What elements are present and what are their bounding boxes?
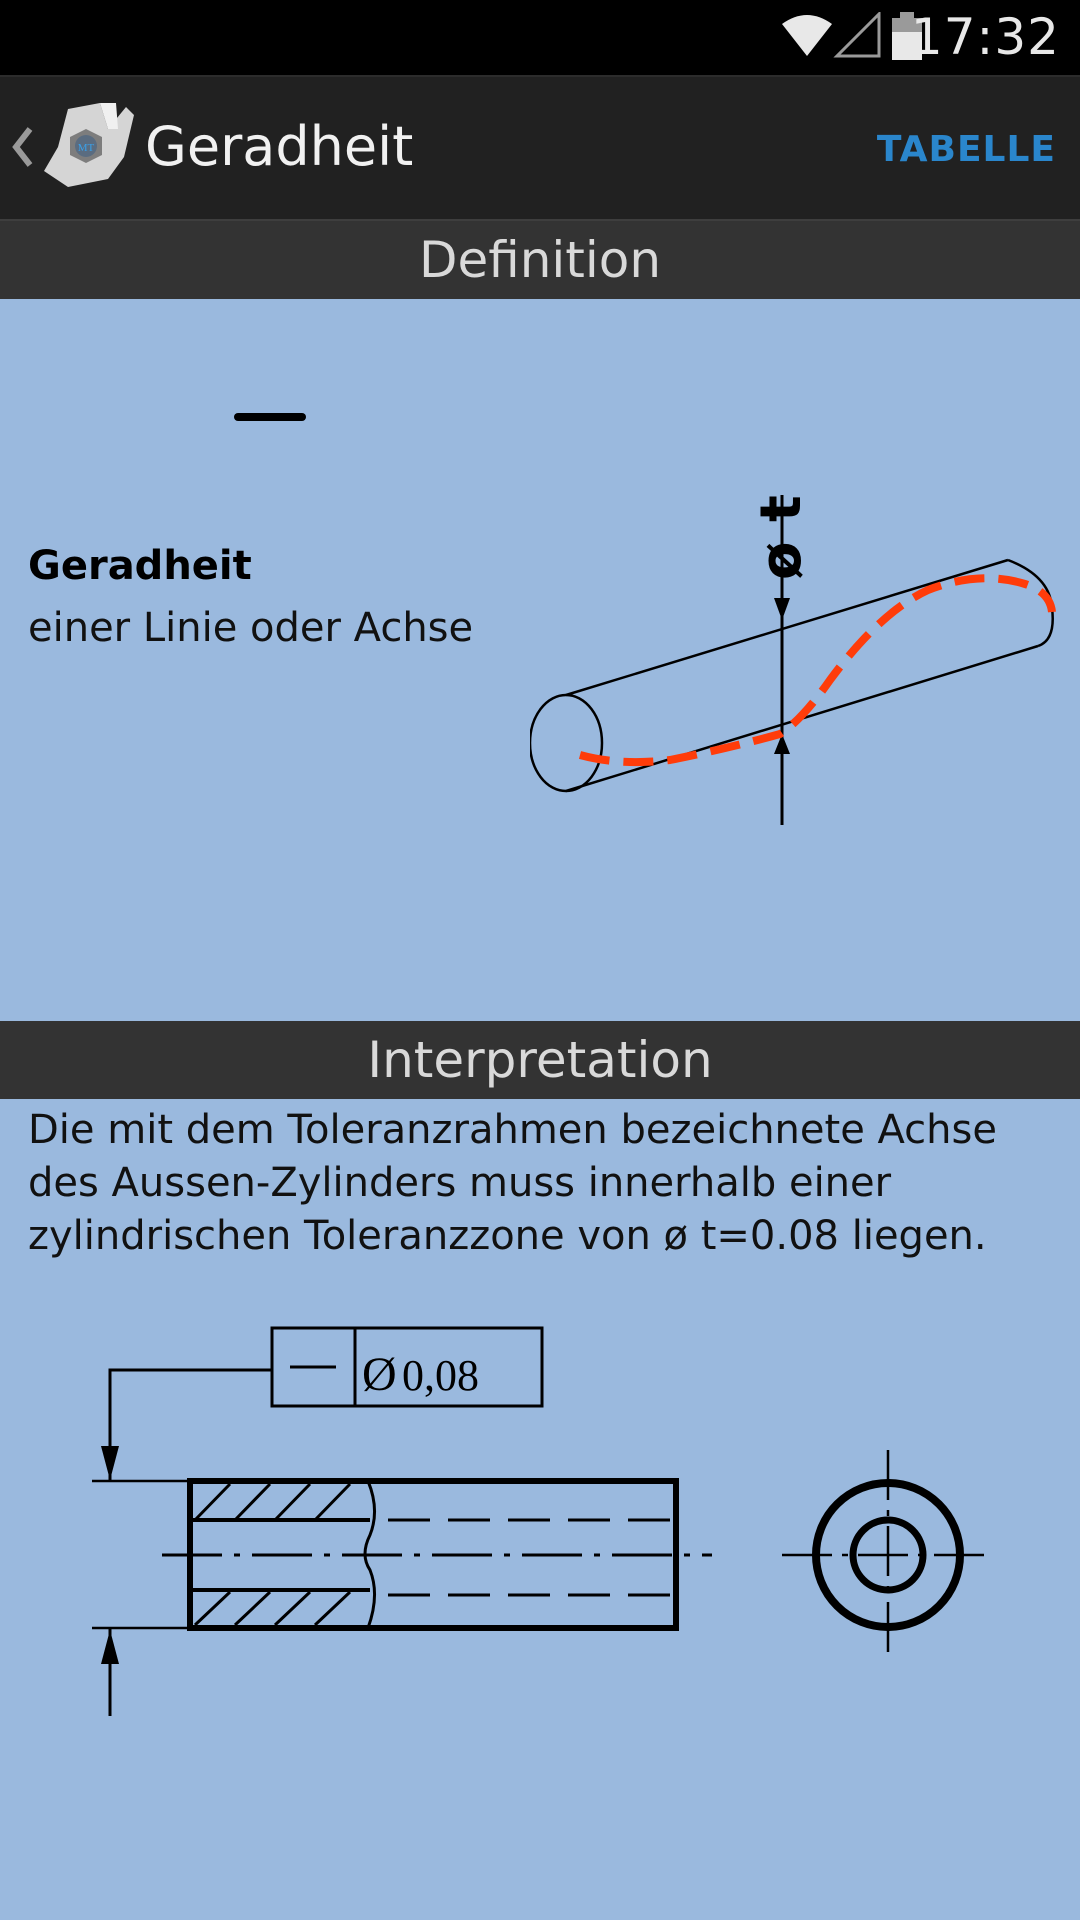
page-title: Geradheit: [145, 115, 414, 178]
status-bar: [0, 0, 1080, 75]
tabelle-button[interactable]: TABELLE: [876, 129, 1056, 170]
cylinder-tolerance-figure: [530, 480, 1070, 840]
svg-text:Ø: Ø: [362, 1348, 397, 1401]
wifi-icon: [780, 12, 834, 58]
back-chevron-icon[interactable]: [8, 117, 38, 177]
definition-header: Definition: [0, 219, 1080, 299]
action-bar: [0, 75, 1080, 219]
straightness-symbol: [234, 413, 306, 421]
tolerance-value: 0,08: [402, 1351, 479, 1400]
definition-title: Geradheit: [28, 543, 252, 589]
interpretation-header: Interpretation: [0, 1021, 1080, 1099]
logo-text: MT: [77, 142, 95, 154]
tolerance-label: ø t: [749, 495, 814, 580]
interpretation-text: Die mit dem Toleranzrahmen bezeichnete Achse des Aussen-Zylinders muss innerhalb einer zylindrischen Toleranzzone von ø t=0.08 liegen.: [28, 1107, 997, 1259]
app-logo[interactable]: [38, 99, 138, 199]
definition-subtitle: einer Linie oder Achse: [28, 605, 474, 651]
signal-icon: [833, 12, 881, 58]
technical-drawing: [70, 1310, 1030, 1730]
status-time: 17:32: [910, 8, 1060, 66]
